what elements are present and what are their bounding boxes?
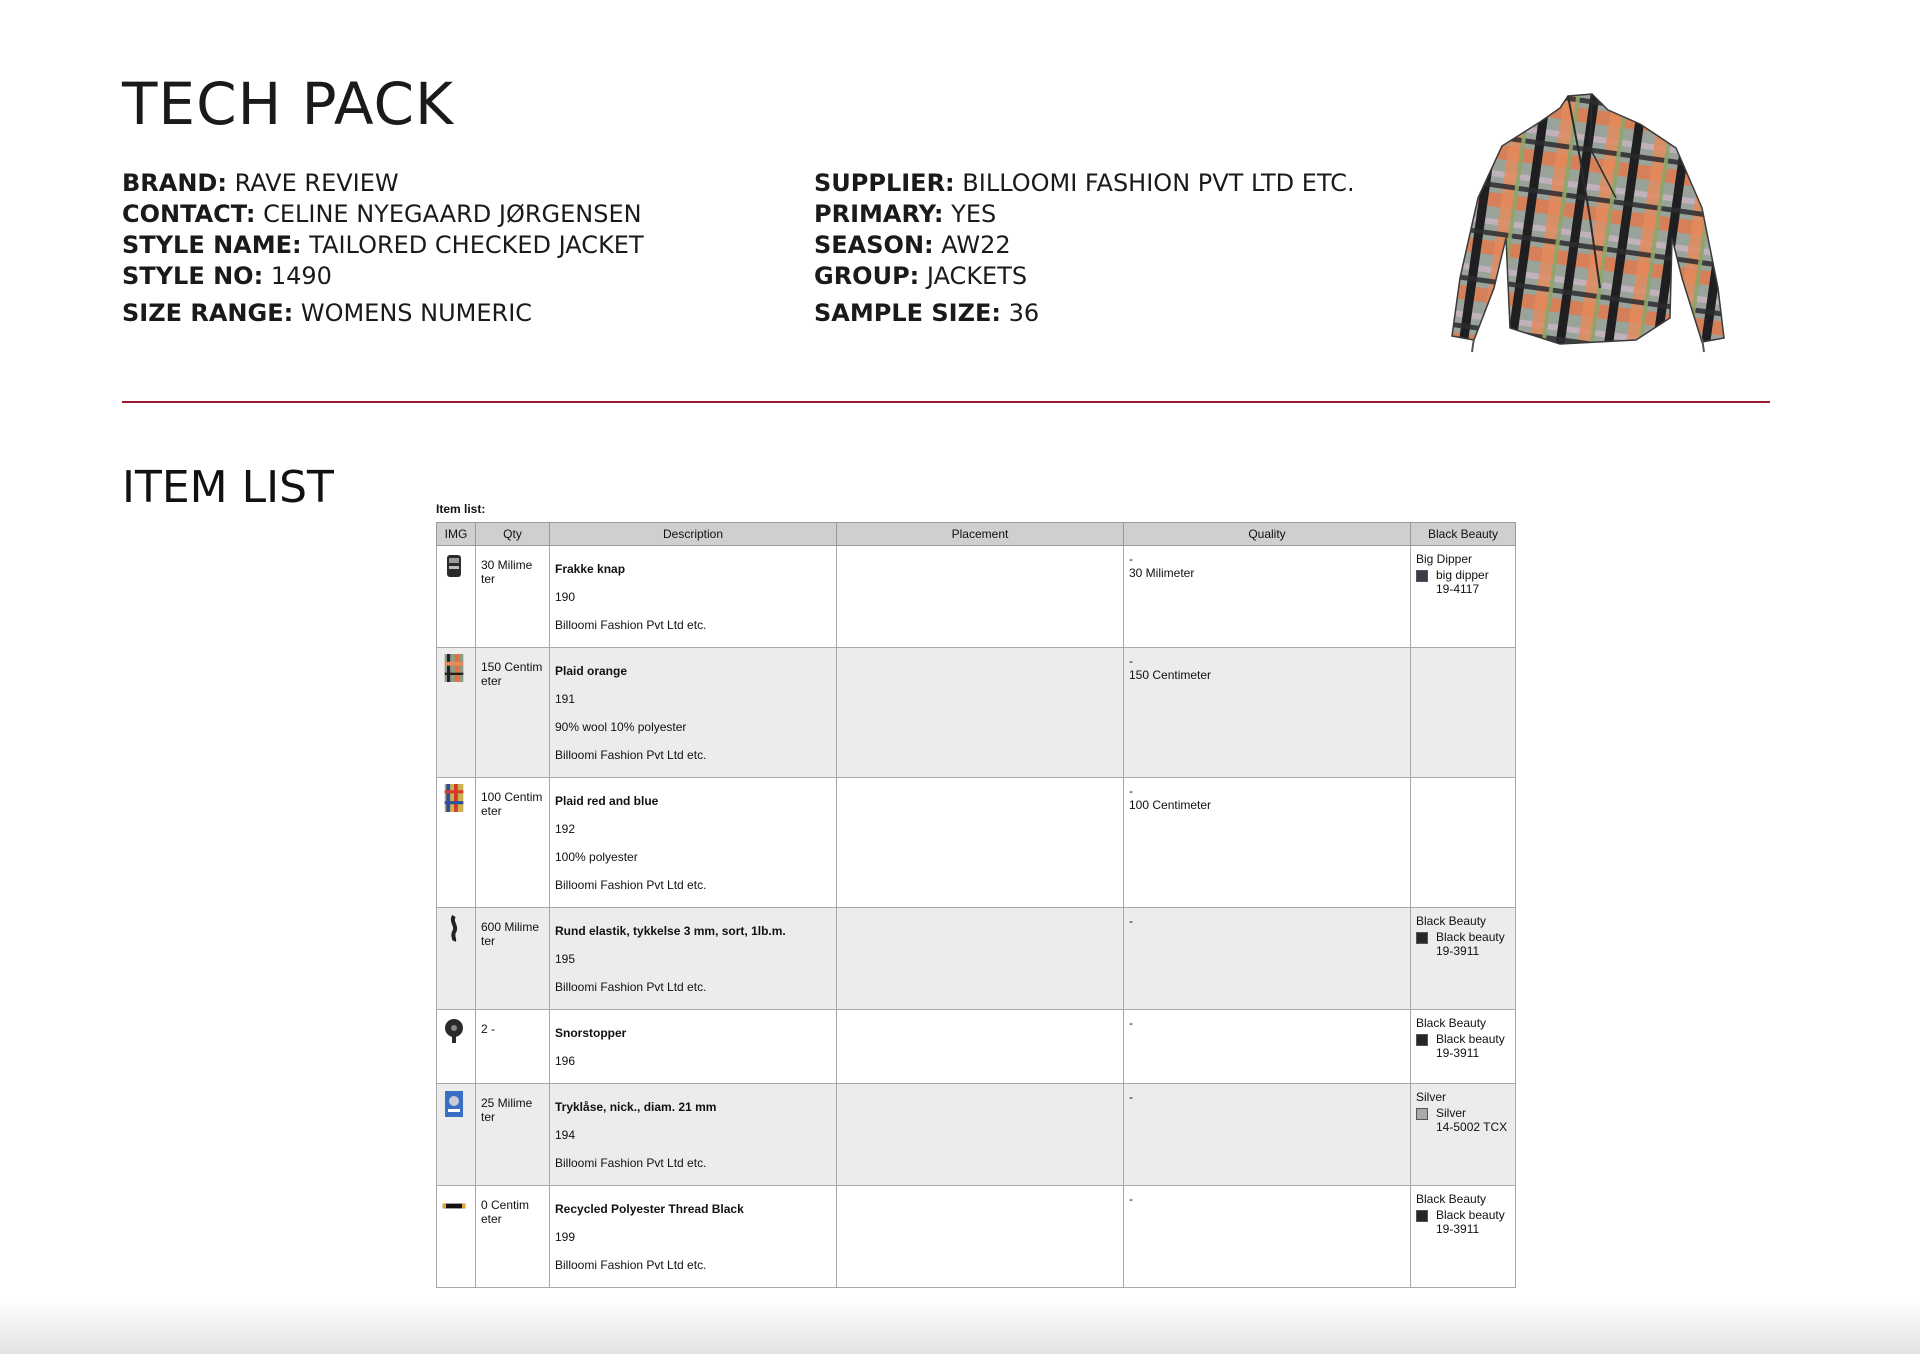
group-label: GROUP: <box>814 262 920 290</box>
quality-cell <box>1124 546 1411 648</box>
item-detail: 196 <box>555 1054 576 1068</box>
qty-value: ter <box>481 1110 496 1124</box>
sample-size-field <box>814 298 1355 329</box>
season-value: AW22 <box>941 231 1011 259</box>
quality-value: - <box>1129 1192 1133 1206</box>
placement-cell <box>837 778 1124 908</box>
brand-field <box>122 168 644 199</box>
quality-cell <box>1124 1010 1411 1084</box>
qty-cell <box>476 546 550 648</box>
item-name: Plaid red and blue <box>555 794 659 808</box>
item-name: Snorstopper <box>555 1026 627 1040</box>
page-title: TECH PACK <box>122 70 455 138</box>
sample-size-label: SAMPLE SIZE: <box>814 299 1001 327</box>
color-code: 19-3911 <box>1436 1222 1480 1236</box>
item-list-title: ITEM LIST <box>122 462 334 513</box>
qty-cell <box>476 1010 550 1084</box>
item-image-cell <box>437 1186 476 1288</box>
color-swatch <box>1416 1210 1428 1222</box>
color-name: Silver <box>1416 1090 1447 1104</box>
column-header-img: IMG <box>437 523 476 546</box>
size-range-value: WOMENS NUMERIC <box>300 299 533 327</box>
sample-size-value: 36 <box>1008 299 1040 327</box>
quality-cell <box>1124 778 1411 908</box>
quality-value: 100 Centimeter <box>1129 798 1212 812</box>
quality-value: 30 Milimeter <box>1129 566 1195 580</box>
placement-cell <box>837 908 1124 1010</box>
supplier-field <box>814 168 1355 199</box>
color-cell <box>1411 908 1516 1010</box>
brand-label: BRAND: <box>122 169 227 197</box>
item-image-cell <box>437 778 476 908</box>
supplier-value: BILLOOMI FASHION PVT LTD ETC. <box>962 169 1355 197</box>
contact-field <box>122 199 644 230</box>
quality-value: - <box>1129 1016 1133 1030</box>
contact-label: CONTACT: <box>122 200 256 228</box>
item-image-cell <box>437 1010 476 1084</box>
quality-cell <box>1124 1084 1411 1186</box>
season-label: SEASON: <box>814 231 934 259</box>
qty-value: 30 Milime <box>481 558 533 572</box>
description-cell <box>550 1010 837 1084</box>
primary-value: YES <box>951 200 997 228</box>
column-header-quality: Quality <box>1124 523 1411 546</box>
item-detail: 90% wool 10% polyester <box>555 720 687 734</box>
group-field <box>814 261 1355 292</box>
color-swatch-row <box>1416 1208 1510 1222</box>
color-code: 14-5002 TCX <box>1436 1120 1508 1134</box>
qty-cell <box>476 648 550 778</box>
quality-value: - <box>1129 1090 1133 1104</box>
placement-cell <box>837 1084 1124 1186</box>
swatch-label: Black beauty <box>1436 1208 1505 1222</box>
color-swatch-row <box>1416 1106 1510 1120</box>
swatch-label: Silver <box>1436 1106 1467 1120</box>
description-cell <box>550 546 837 648</box>
snap-button-thumb <box>442 1107 466 1121</box>
item-image-cell <box>437 1084 476 1186</box>
qty-value: 150 Centim <box>481 660 543 674</box>
quality-value: - <box>1129 552 1133 566</box>
item-image-cell <box>437 908 476 1010</box>
color-code: 19-3911 <box>1436 944 1480 958</box>
qty-value: eter <box>481 674 502 688</box>
column-header-qty: Qty <box>476 523 550 546</box>
description-cell <box>550 1084 837 1186</box>
item-name: Plaid orange <box>555 664 628 678</box>
style-no-label: STYLE NO: <box>122 262 264 290</box>
color-cell <box>1411 1186 1516 1288</box>
color-name: Black Beauty <box>1416 914 1487 928</box>
table-header-row <box>437 523 1516 546</box>
quality-value: 150 Centimeter <box>1129 668 1212 682</box>
quality-value: - <box>1129 914 1133 928</box>
item-list-table <box>436 522 1516 1288</box>
qty-value: 0 Centim <box>481 1198 530 1212</box>
quality-value: - <box>1129 654 1133 668</box>
button-thumb <box>442 569 466 583</box>
item-image-cell <box>437 648 476 778</box>
item-name: Recycled Polyester Thread Black <box>555 1202 744 1216</box>
description-cell <box>550 1186 837 1288</box>
plaid-orange-thumb <box>442 671 466 685</box>
item-name: Frakke knap <box>555 562 626 576</box>
qty-value: ter <box>481 934 496 948</box>
group-value: JACKETS <box>926 262 1028 290</box>
color-swatch-row <box>1416 930 1510 944</box>
qty-value: eter <box>481 804 502 818</box>
qty-cell <box>476 778 550 908</box>
qty-cell <box>476 1084 550 1186</box>
color-swatch-row <box>1416 1032 1510 1046</box>
color-swatch-row <box>1416 568 1510 582</box>
cord-stopper-thumb <box>442 1033 466 1047</box>
item-detail: 195 <box>555 952 576 966</box>
quality-cell <box>1124 648 1411 778</box>
swatch-label: Black beauty <box>1436 1032 1505 1046</box>
color-swatch <box>1416 570 1428 582</box>
primary-field <box>814 199 1355 230</box>
table-row <box>437 546 1516 648</box>
page-bottom-shadow <box>0 1300 1920 1354</box>
color-name: Big Dipper <box>1416 552 1473 566</box>
contact-value: CELINE NYEGAARD JØRGENSEN <box>263 200 642 228</box>
table-row <box>437 1186 1516 1288</box>
color-swatch <box>1416 1108 1428 1120</box>
color-code: 19-3911 <box>1436 1046 1480 1060</box>
style-details-left <box>122 168 644 329</box>
style-name-field <box>122 230 644 261</box>
style-no-value: 1490 <box>270 262 332 290</box>
table-row <box>437 1010 1516 1084</box>
style-name-value: TAILORED CHECKED JACKET <box>309 231 644 259</box>
placement-cell <box>837 648 1124 778</box>
item-name: Rund elastik, tykkelse 3 mm, sort, 1lb.m. <box>555 924 786 938</box>
size-range-field <box>122 298 644 329</box>
placement-cell <box>837 1010 1124 1084</box>
swatch-label: big dipper <box>1436 568 1489 582</box>
item-detail: 100% polyester <box>555 850 638 864</box>
quality-cell <box>1124 1186 1411 1288</box>
thread-thumb <box>442 1209 466 1223</box>
item-detail: 191 <box>555 692 576 706</box>
item-detail: Billoomi Fashion Pvt Ltd etc. <box>555 748 707 762</box>
swatch-label: Black beauty <box>1436 930 1505 944</box>
supplier-label: SUPPLIER: <box>814 169 955 197</box>
item-detail: 192 <box>555 822 576 836</box>
table-row <box>437 908 1516 1010</box>
column-header-placement: Placement <box>837 523 1124 546</box>
color-code: 19-4117 <box>1436 582 1480 596</box>
primary-label: PRIMARY: <box>814 200 944 228</box>
qty-value: 2 - <box>481 1022 496 1036</box>
item-detail: 190 <box>555 590 576 604</box>
placement-cell <box>837 1186 1124 1288</box>
color-cell <box>1411 648 1516 778</box>
header-divider <box>122 401 1770 403</box>
table-row <box>437 648 1516 778</box>
elastic-cord-thumb <box>442 931 466 945</box>
qty-value: eter <box>481 1212 502 1226</box>
color-name: Black Beauty <box>1416 1192 1487 1206</box>
item-detail: 194 <box>555 1128 576 1142</box>
color-cell <box>1411 778 1516 908</box>
qty-value: ter <box>481 572 496 586</box>
item-image-cell <box>437 546 476 648</box>
color-cell <box>1411 1084 1516 1186</box>
quality-cell <box>1124 908 1411 1010</box>
item-detail: 199 <box>555 1230 576 1244</box>
color-cell <box>1411 546 1516 648</box>
column-header-color: Black Beauty <box>1411 523 1516 546</box>
size-range-label: SIZE RANGE: <box>122 299 294 327</box>
color-swatch <box>1416 932 1428 944</box>
qty-cell <box>476 908 550 1010</box>
item-detail: Billoomi Fashion Pvt Ltd etc. <box>555 1156 707 1170</box>
style-details-right <box>814 168 1355 329</box>
qty-value: 600 Milime <box>481 920 540 934</box>
column-header-description: Description <box>550 523 837 546</box>
jacket-image <box>1440 88 1740 358</box>
color-swatch <box>1416 1034 1428 1046</box>
item-detail: Billoomi Fashion Pvt Ltd etc. <box>555 980 707 994</box>
color-cell <box>1411 1010 1516 1084</box>
brand-value: RAVE REVIEW <box>234 169 399 197</box>
item-detail: Billoomi Fashion Pvt Ltd etc. <box>555 1258 707 1272</box>
quality-value: - <box>1129 784 1133 798</box>
qty-value: 100 Centim <box>481 790 543 804</box>
qty-cell <box>476 1186 550 1288</box>
item-list-caption: Item list: <box>436 502 486 516</box>
plaid-red-blue-thumb <box>442 801 466 815</box>
description-cell <box>550 778 837 908</box>
item-detail: Billoomi Fashion Pvt Ltd etc. <box>555 618 707 632</box>
placement-cell <box>837 546 1124 648</box>
item-detail: Billoomi Fashion Pvt Ltd etc. <box>555 878 707 892</box>
style-no-field <box>122 261 644 292</box>
description-cell <box>550 908 837 1010</box>
description-cell <box>550 648 837 778</box>
table-row <box>437 1084 1516 1186</box>
table-row <box>437 778 1516 908</box>
color-name: Black Beauty <box>1416 1016 1487 1030</box>
season-field <box>814 230 1355 261</box>
style-name-label: STYLE NAME: <box>122 231 302 259</box>
item-name: Tryklåse, nick., diam. 21 mm <box>555 1100 717 1114</box>
qty-value: 25 Milime <box>481 1096 533 1110</box>
